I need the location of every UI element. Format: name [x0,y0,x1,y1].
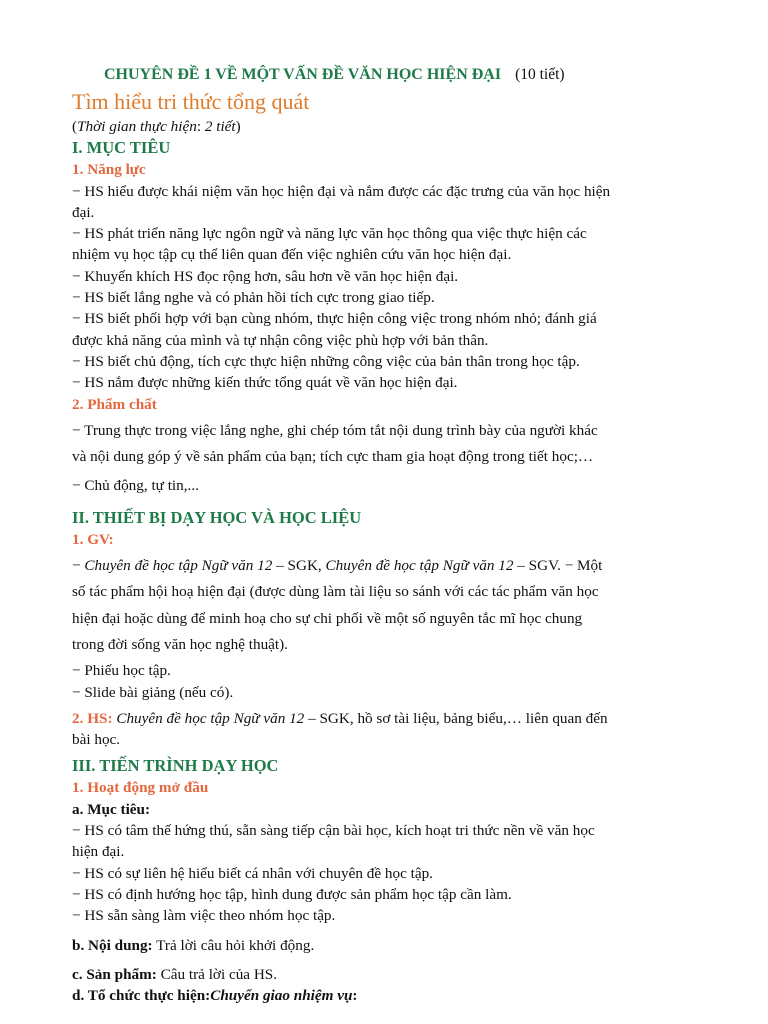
paragraph-line: − HS hiểu được khái niệm văn học hiện đại và nắm được các đặc trưng của văn học hiện [72,182,611,200]
time-value: 2 tiết [204,118,236,135]
section-heading-process: III. TIẾN TRÌNH DẠY HỌC [72,756,279,776]
paragraph-line: − Trung thực trong việc lắng nghe, ghi chép tóm tắt nội dung trình bày của người khác [72,421,598,439]
subheading-teacher: 1. GV: [72,530,114,548]
paragraph-line: số tác phẩm hội hoạ hiện đại (được dùng làm tài liệu so sánh với các tác phẩm văn học [72,583,599,601]
paragraph-line: b. Nội dung: Trả lời câu hỏi khởi động. [72,936,315,954]
paragraph-line: bài học. [72,731,121,749]
title-row [72,62,700,88]
paragraph-line: và nội dung góp ý về sản phẩm của bạn; tích cực tham gia hoạt động trong tiết học;… [72,448,594,466]
time-label: Thời gian thực hiện [77,118,197,135]
paragraph-line: nhiệm vụ học tập cụ thể liên quan đến việc nghiên cứu văn học hiện đại. [72,246,512,264]
paragraph-line: − HS biết chủ động, tích cực thực hiện những công việc của bản thân trong học tập. [72,352,580,370]
paragraph-line: − HS phát triển năng lực ngôn ngữ và năng lực văn học thông qua việc thực hiện các [72,225,587,243]
paragraph-line: − HS có sự liên hệ hiểu biết cá nhân với chuyên đề học tập. [72,864,433,882]
subheading-competence: 1. Năng lực [72,161,146,179]
subheading-warmup: 1. Hoạt động mở đầu [72,779,209,797]
document-page [72,62,700,1006]
paragraph-line: − Chủ động, tự tin,... [72,477,199,495]
paragraph-line: − HS biết lắng nghe và có phản hồi tích cực trong giao tiếp. [72,289,435,307]
title-duration: (10 tiết) [515,66,565,83]
label-objective: a. Mục tiêu: [72,800,151,818]
label-organization: d. Tổ chức thực hiện: [72,987,211,1005]
section-heading-objectives: I. MỤC TIÊU [72,138,171,158]
paragraph-line: hiện đại. [72,843,125,861]
paragraph-line: − HS có tâm thế hứng thú, sẵn sàng tiếp cận bài học, kích hoạt tri thức nền về văn học [72,822,595,840]
paragraph-line: đại. [72,203,95,221]
label-product: c. Sản phẩm: [72,965,157,983]
section-heading-equipment: II. THIẾT BỊ DẠY HỌC VÀ HỌC LIỆU [72,507,362,527]
paragraph-line: − Phiếu học tập. [72,662,171,680]
paragraph-line: − HS biết phối hợp với bạn cùng nhóm, thực hiện công việc trong nhóm nhỏ; đánh giá [72,310,597,328]
paragraph-line: − Chuyên đề học tập Ngữ văn 12 – SGK, Chuyên đề học tập Ngữ văn 12 – SGV. − Một [72,557,603,575]
paragraph-line: − Khuyến khích HS đọc rộng hơn, sâu hơn về văn học hiện đại. [72,267,459,285]
paragraph-line: hiện đại hoặc dùng để minh hoạ cho sự chi phối về một số nguyên tắc mĩ học chung [72,609,583,627]
paragraph-line: − HS có định hướng học tập, hình dung được sản phẩm học tập cần làm. [72,885,512,903]
document-title: CHUYÊN ĐỀ 1 VỀ MỘT VẤN ĐỀ VĂN HỌC HIỆN ĐẠI [104,66,502,83]
paragraph-line: − Slide bài giảng (nếu có). [72,683,234,701]
time-info: (Thời gian thực hiện: 2 tiết) [72,118,241,135]
label-student: 2. HS: [72,709,113,727]
label-content: b. Nội dung: [72,936,153,954]
paragraph-line: − HS nắm được những kiến thức tổng quát về văn học hiện đại. [72,374,458,392]
paragraph-line: − HS sẵn sàng làm việc theo nhóm học tập. [72,907,336,925]
paragraph-line: d. Tổ chức thực hiện:Chuyển giao nhiệm vụ: [72,987,358,1005]
paragraph-line: 2. HS: Chuyên đề học tập Ngữ văn 12 – SGK, hồ sơ tài liệu, bảng biểu,… liên quan đến [72,709,608,727]
paragraph-line: trong đời sống văn học nghệ thuật). [72,635,288,653]
subheading-qualities: 2. Phẩm chất [72,395,157,413]
lesson-subtitle: Tìm hiểu tri thức tổng quát [72,89,310,114]
paragraph-line: c. Sản phẩm: Câu trả lời của HS. [72,965,278,983]
paragraph-line: được khả năng của mình và tự nhận công việc phù hợp với bản thân. [72,331,489,349]
